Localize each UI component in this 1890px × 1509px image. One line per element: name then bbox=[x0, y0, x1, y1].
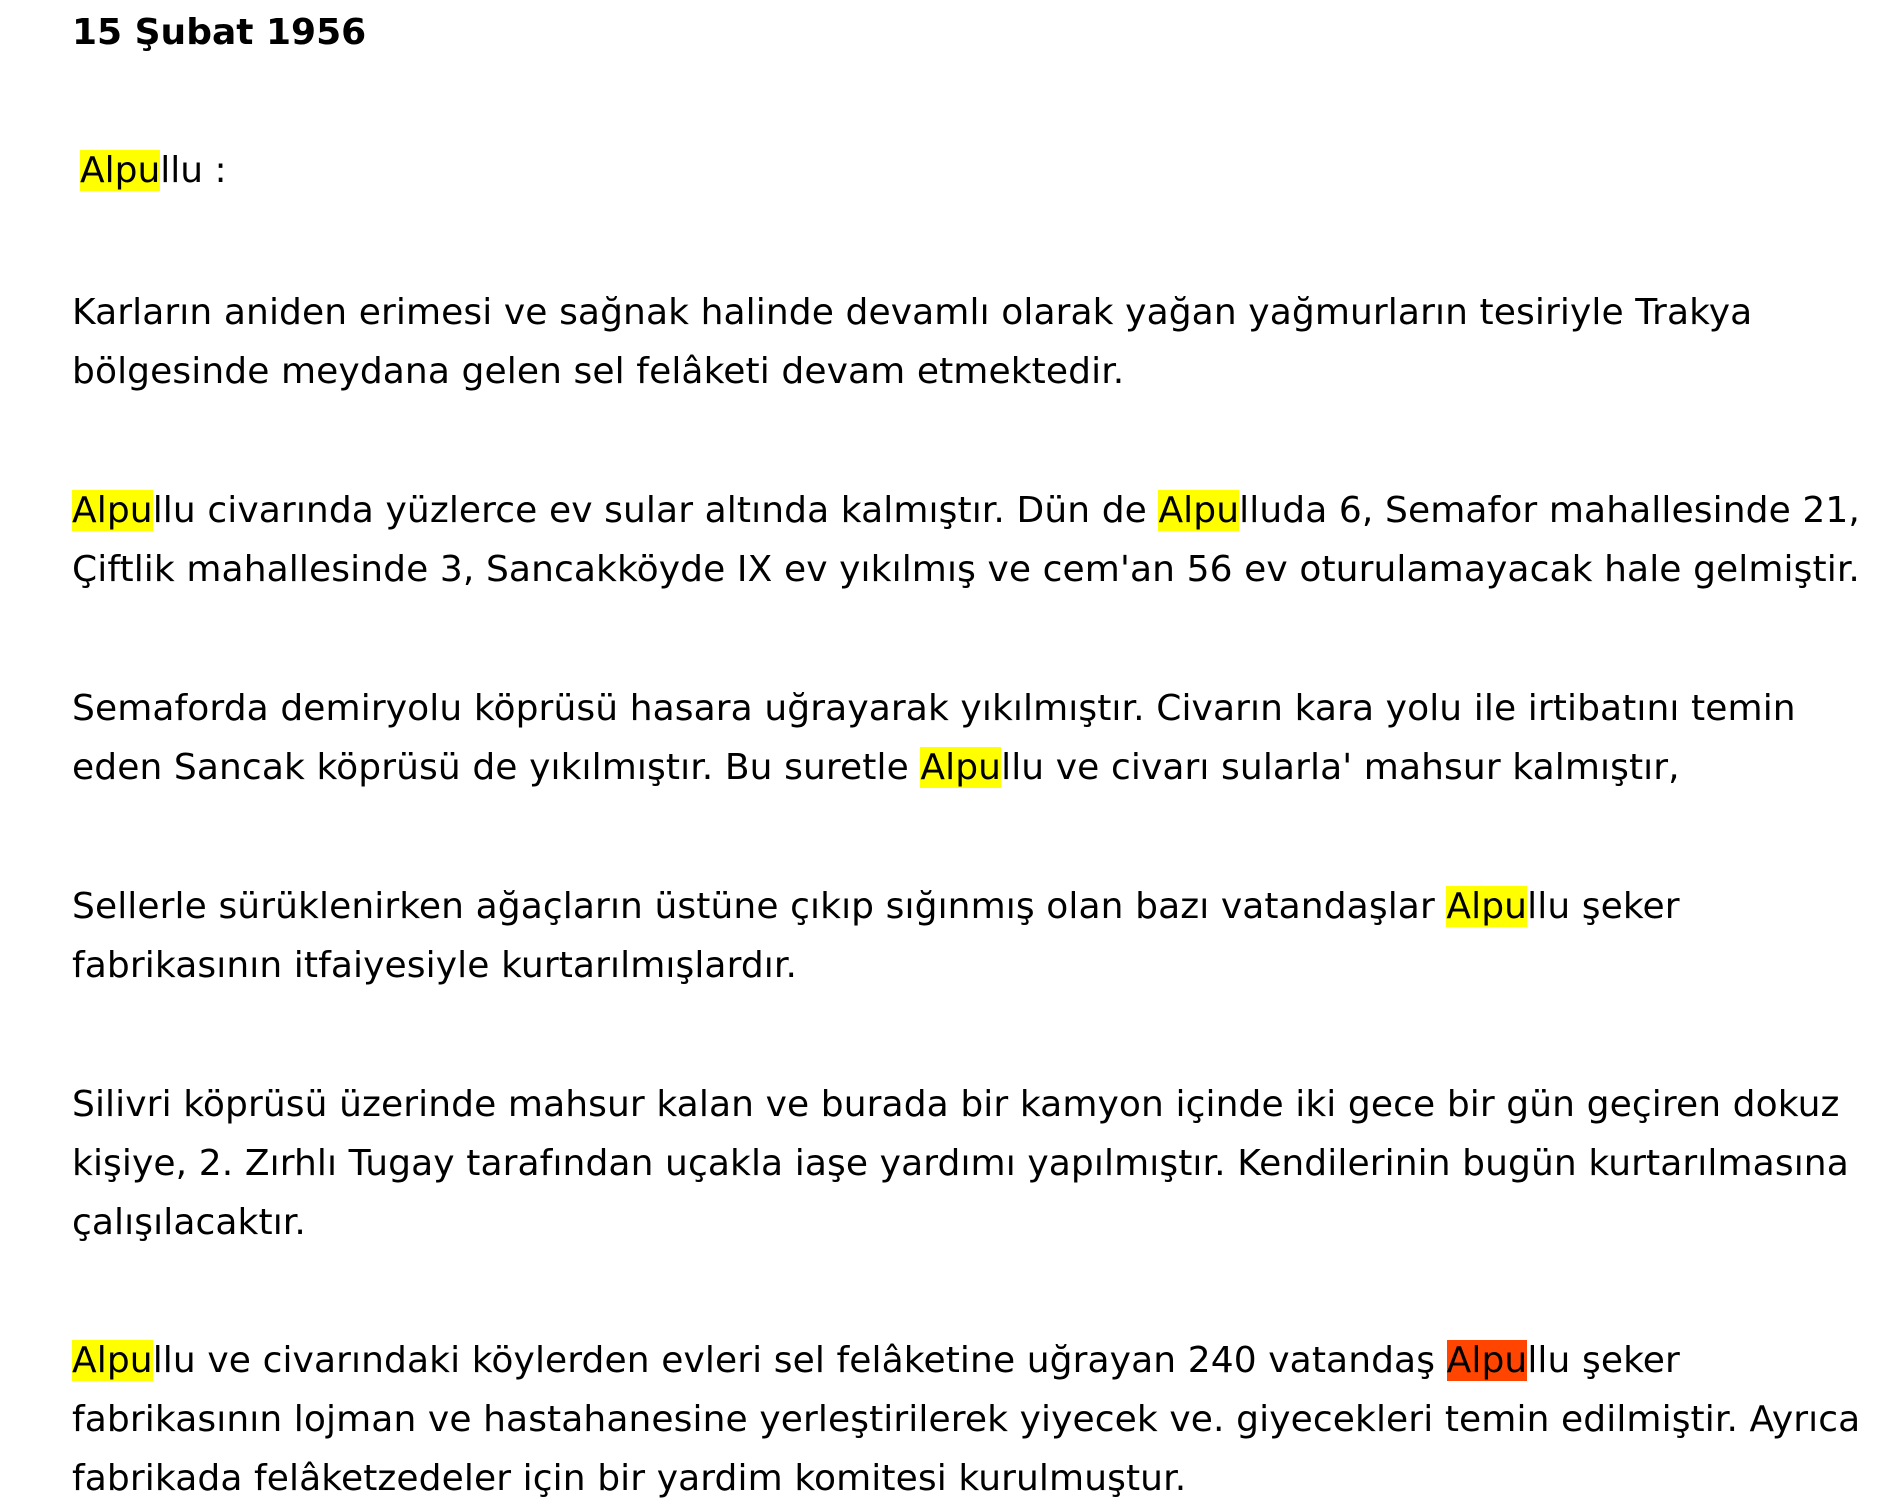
paragraph-5 bbox=[72, 1075, 1849, 1252]
paragraph-1 bbox=[72, 283, 1752, 401]
text-segment: llu şeker bbox=[1527, 886, 1680, 927]
text-line: Silivri köprüsü üzerinde mahsur kalan ve burada bir kamyon içinde iki gece bir gün geçiren dokuz bbox=[72, 1084, 1840, 1125]
text-line bbox=[72, 1331, 1860, 1390]
text-line: kişiye, 2. Zırhlı Tugay tarafından uçakla iaşe yardımı yapılmıştır. Kendilerinin bugün kurtarılmasına bbox=[72, 1143, 1849, 1184]
search-highlight: Alpu bbox=[72, 490, 153, 531]
text-line bbox=[72, 481, 1860, 540]
text-line: bölgesinde meydana gelen sel felâketi devam etmektedir. bbox=[72, 351, 1125, 392]
search-highlight: Alpu bbox=[80, 150, 161, 191]
text-line bbox=[72, 877, 1680, 936]
text-line: fabrikasının itfaiyesiyle kurtarılmışlardır. bbox=[72, 945, 798, 986]
text-line: Çiftlik mahallesinde 3, Sancakköyde IX ev yıkılmış ve cem'an 56 ev oturulamayacak hale gelmiştir. bbox=[72, 549, 1860, 590]
heading-text: llu : bbox=[160, 150, 227, 191]
document-date: 15 Şubat 1956 bbox=[72, 12, 367, 53]
paragraph-6 bbox=[72, 1331, 1860, 1508]
text-segment: eden Sancak köprüsü de yıkılmıştır. Bu suretle bbox=[72, 747, 921, 788]
search-highlight: Alpu bbox=[72, 1340, 153, 1381]
text-segment: lluda 6, Semafor mahallesinde 21, bbox=[1239, 490, 1860, 531]
text-line: fabrikasının lojman ve hastahanesine yerleştirilerek yiyecek ve. giyecekleri temin edilmiştir. Ayrıca bbox=[72, 1399, 1861, 1440]
text-segment: llu ve civarındaki köylerden evleri sel felâketine uğrayan 240 vatandaş bbox=[152, 1340, 1447, 1381]
text-segment: llu ve civarı sularla' mahsur kalmıştır, bbox=[1001, 747, 1680, 788]
text-segment: llu civarında yüzlerce ev sular altında kalmıştır. Dün de bbox=[152, 490, 1159, 531]
text-segment: llu şeker bbox=[1527, 1340, 1680, 1381]
text-line: Semaforda demiryolu köprüsü hasara uğrayarak yıkılmıştır. Civarın kara yolu ile irtibatını temin bbox=[72, 688, 1796, 729]
text-line: Karların aniden erimesi ve sağnak halinde devamlı olarak yağan yağmurların tesiriyle Trakya bbox=[72, 292, 1753, 333]
search-highlight: Alpu bbox=[1158, 490, 1240, 531]
text-segment: Sellerle sürüklenirken ağaçların üstüne çıkıp sığınmış olan bazı vatandaşlar bbox=[72, 886, 1447, 927]
text-line: çalışılacaktır. bbox=[72, 1202, 306, 1243]
search-highlight: Alpu bbox=[1446, 886, 1528, 927]
paragraph-4 bbox=[72, 877, 1680, 995]
text-line: fabrikada felâketzedeler için bir yardim komitesi kurulmuştur. bbox=[72, 1458, 1187, 1499]
paragraph-2 bbox=[72, 481, 1860, 599]
paragraph-3 bbox=[72, 679, 1796, 797]
location-heading bbox=[80, 146, 227, 196]
search-highlight: Alpu bbox=[920, 747, 1002, 788]
active-search-highlight: Alpu bbox=[1446, 1340, 1528, 1381]
text-line bbox=[72, 738, 1796, 797]
